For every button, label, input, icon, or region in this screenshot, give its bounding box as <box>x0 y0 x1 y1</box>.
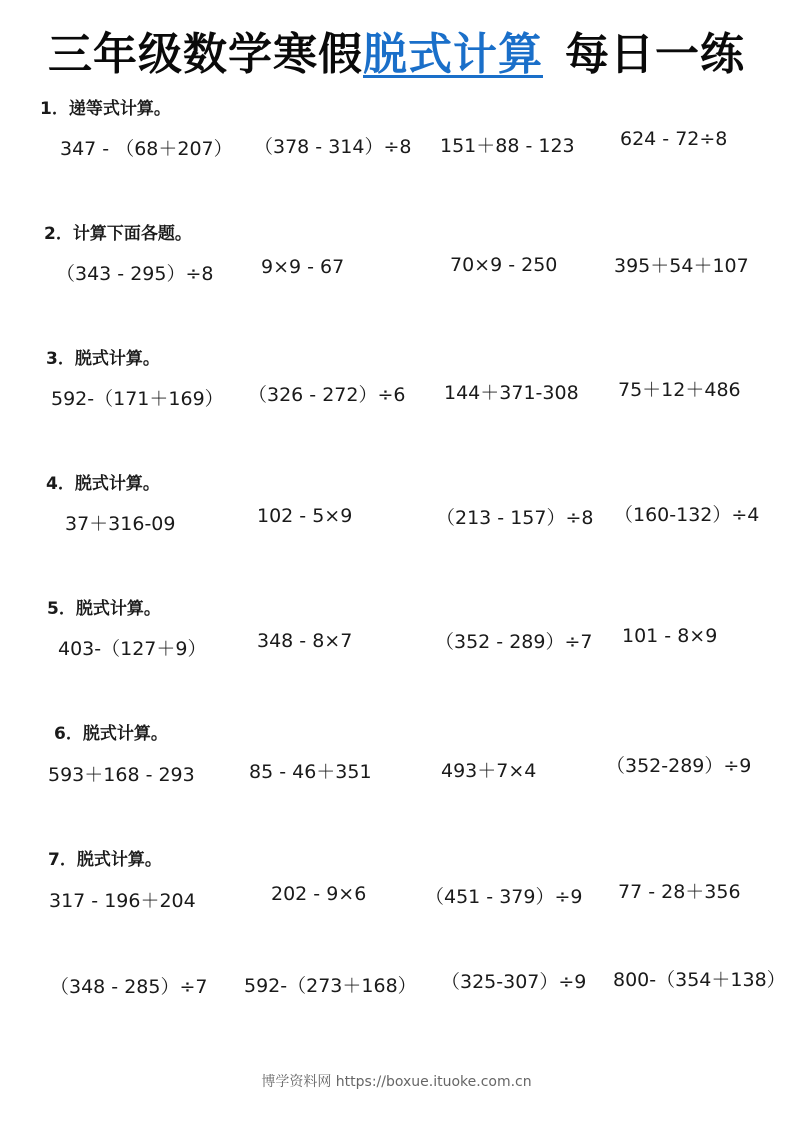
problem-1-4: 624 - 72÷8 <box>620 128 728 150</box>
problem-8-2: 592-（273＋168） <box>244 975 417 997</box>
problem-7-1: 317 - 196＋204 <box>49 890 196 912</box>
problem-8-3: （325-307）÷9 <box>441 971 587 993</box>
problem-7-4: 77 - 28＋356 <box>618 881 741 903</box>
section-heading-7: 7．脱式计算。 <box>48 850 162 870</box>
problem-3-3: 144＋371-308 <box>444 382 579 404</box>
problem-4-4: （160-132）÷4 <box>614 504 760 526</box>
problem-6-2: 85 - 46＋351 <box>249 761 372 783</box>
problem-2-2: 9×9 - 67 <box>261 256 345 278</box>
page-title <box>0 18 793 84</box>
section-heading-6: 6．脱式计算。 <box>54 724 168 744</box>
problem-5-3: （352 - 289）÷7 <box>435 631 593 653</box>
problem-4-3: （213 - 157）÷8 <box>436 507 594 529</box>
problem-2-4: 395＋54＋107 <box>614 255 749 277</box>
problem-5-4: 101 - 8×9 <box>622 625 718 647</box>
title-highlight: 脱式计算 <box>363 29 543 80</box>
problem-3-1: 592-（171＋169） <box>51 388 224 410</box>
problem-7-2: 202 - 9×6 <box>271 883 367 905</box>
section-heading-1: 1．递等式计算。 <box>40 99 171 119</box>
problem-6-4: （352-289）÷9 <box>606 755 752 777</box>
section-heading-4: 4．脱式计算。 <box>46 474 160 494</box>
problem-1-1: 347 - （68＋207） <box>60 138 233 160</box>
footer-source: 博学资料网 https://boxue.ituoke.com.cn <box>261 1074 532 1090</box>
problem-2-1: （343 - 295）÷8 <box>56 263 214 285</box>
problem-6-1: 593＋168 - 293 <box>48 764 195 786</box>
problem-4-2: 102 - 5×9 <box>257 505 353 527</box>
problem-5-2: 348 - 8×7 <box>257 630 353 652</box>
section-heading-3: 3．脱式计算。 <box>46 349 160 369</box>
problem-3-4: 75＋12＋486 <box>618 379 741 401</box>
section-heading-5: 5．脱式计算。 <box>47 599 161 619</box>
title-part-1: 三年级数学寒假 <box>48 29 363 80</box>
section-heading-2: 2．计算下面各题。 <box>44 224 192 244</box>
problem-2-3: 70×9 - 250 <box>450 254 558 276</box>
problem-5-1: 403-（127＋9） <box>58 638 207 660</box>
problem-1-2: （378 - 314）÷8 <box>254 136 412 158</box>
title-part-2: 每日一练 <box>565 29 745 80</box>
problem-8-1: （348 - 285）÷7 <box>50 976 208 998</box>
problem-8-4: 800-（354＋138） <box>613 969 786 991</box>
problem-3-2: （326 - 272）÷6 <box>248 384 406 406</box>
problem-1-3: 151＋88 - 123 <box>440 135 575 157</box>
problem-6-3: 493＋7×4 <box>441 760 537 782</box>
problem-4-1: 37＋316-09 <box>65 513 176 535</box>
problem-7-3: （451 - 379）÷9 <box>425 886 583 908</box>
